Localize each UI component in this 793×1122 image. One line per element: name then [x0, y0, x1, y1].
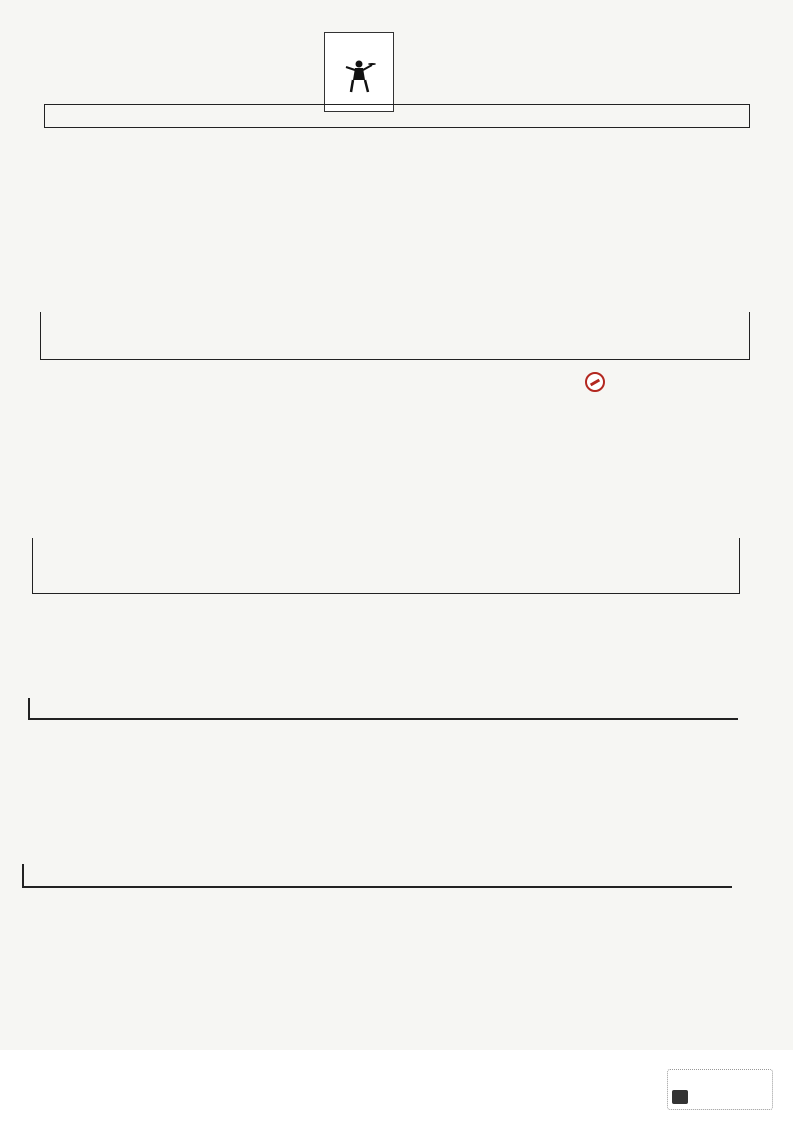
- menu-item: [381, 496, 385, 517]
- item-title-line: [381, 365, 385, 383]
- section-header-box: [44, 104, 750, 128]
- logo: [324, 32, 394, 112]
- section-divider: [22, 864, 24, 886]
- camscanner-logo-icon: [672, 1090, 688, 1104]
- waiter-figure-icon: [341, 58, 377, 94]
- brand-round-icon: [585, 372, 605, 392]
- section-header-box: [40, 312, 750, 360]
- item-title-line: [381, 496, 385, 514]
- section-divider: [28, 698, 30, 718]
- section-divider: [22, 886, 732, 888]
- camscanner-watermark: [667, 1069, 773, 1110]
- menu-item: [381, 365, 385, 386]
- section-divider: [28, 718, 738, 720]
- section-header-box: [32, 538, 740, 594]
